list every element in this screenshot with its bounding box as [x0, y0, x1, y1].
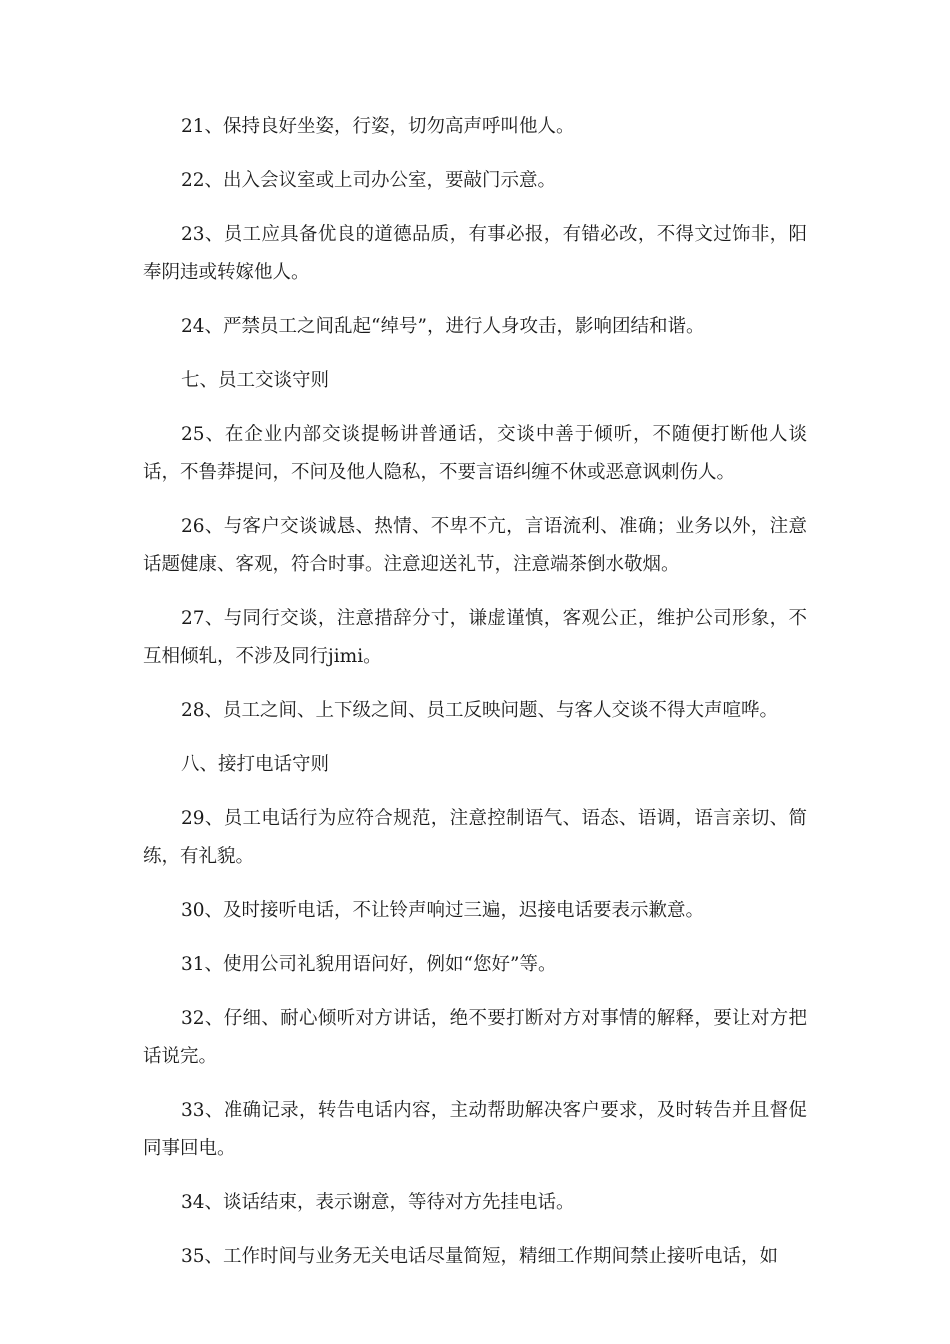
- paragraph-rule-24: 24、严禁员工之间乱起“绰号”，进行人身攻击，影响团结和谐。: [181, 316, 705, 337]
- paragraph-rule-34: 34、谈话结束，表示谢意，等待对方先挂电话。: [181, 1192, 575, 1213]
- paragraph-rule-30: 30、及时接听电话，不让铃声响过三遍，迟接电话要表示歉意。: [181, 900, 705, 921]
- paragraph-rule-35: 35、工作时间与业务无关电话尽量简短，精细工作期间禁止接听电话，如: [181, 1246, 779, 1267]
- paragraph-rule-29: 29、员工电话行为应符合规范，注意控制语气、语态、语调，语言亲切、简练，有礼貌。: [143, 808, 807, 867]
- section-heading-conversation-rules: 七、员工交谈守则: [181, 370, 330, 391]
- paragraph-rule-27: 27、与同行交谈，注意措辞分寸，谦虚谨慎，客观公正，维护公司形象，不互相倾轧，不涉及同行jimi。: [143, 608, 807, 667]
- paragraph-rule-23: 23、员工应具备优良的道德品质，有事必报，有错必改，不得文过饰非，阳奉阴违或转嫁他人。: [143, 224, 807, 283]
- paragraph-rule-22: 22、出入会议室或上司办公室，要敲门示意。: [181, 170, 557, 191]
- paragraph-rule-31: 31、使用公司礼貌用语问好，例如“您好”等。: [181, 954, 557, 975]
- section-heading-phone-rules: 八、接打电话守则: [181, 754, 330, 775]
- paragraph-rule-32: 32、仔细、耐心倾听对方讲话，绝不要打断对方对事情的解释，要让对方把话说完。: [143, 1008, 807, 1067]
- paragraph-rule-28: 28、员工之间、上下级之间、员工反映问题、与客人交谈不得大声喧哗。: [181, 700, 779, 721]
- paragraph-rule-25: 25、在企业内部交谈提畅讲普通话，交谈中善于倾听，不随便打断他人谈话，不鲁莽提问，不问及他人隐私，不要言语纠缠不休或恶意讽刺伤人。: [143, 424, 807, 483]
- paragraph-rule-21: 21、保持良好坐姿，行姿，切勿高声呼叫他人。: [181, 116, 575, 137]
- paragraph-rule-33: 33、准确记录，转告电话内容，主动帮助解决客户要求，及时转告并且督促同事回电。: [143, 1100, 807, 1159]
- document-body: [143, 108, 807, 1292]
- paragraph-rule-26: 26、与客户交谈诚恳、热情、不卑不亢，言语流利、准确；业务以外，注意话题健康、客观，符合时事。注意迎送礼节，注意端茶倒水敬烟。: [143, 516, 807, 575]
